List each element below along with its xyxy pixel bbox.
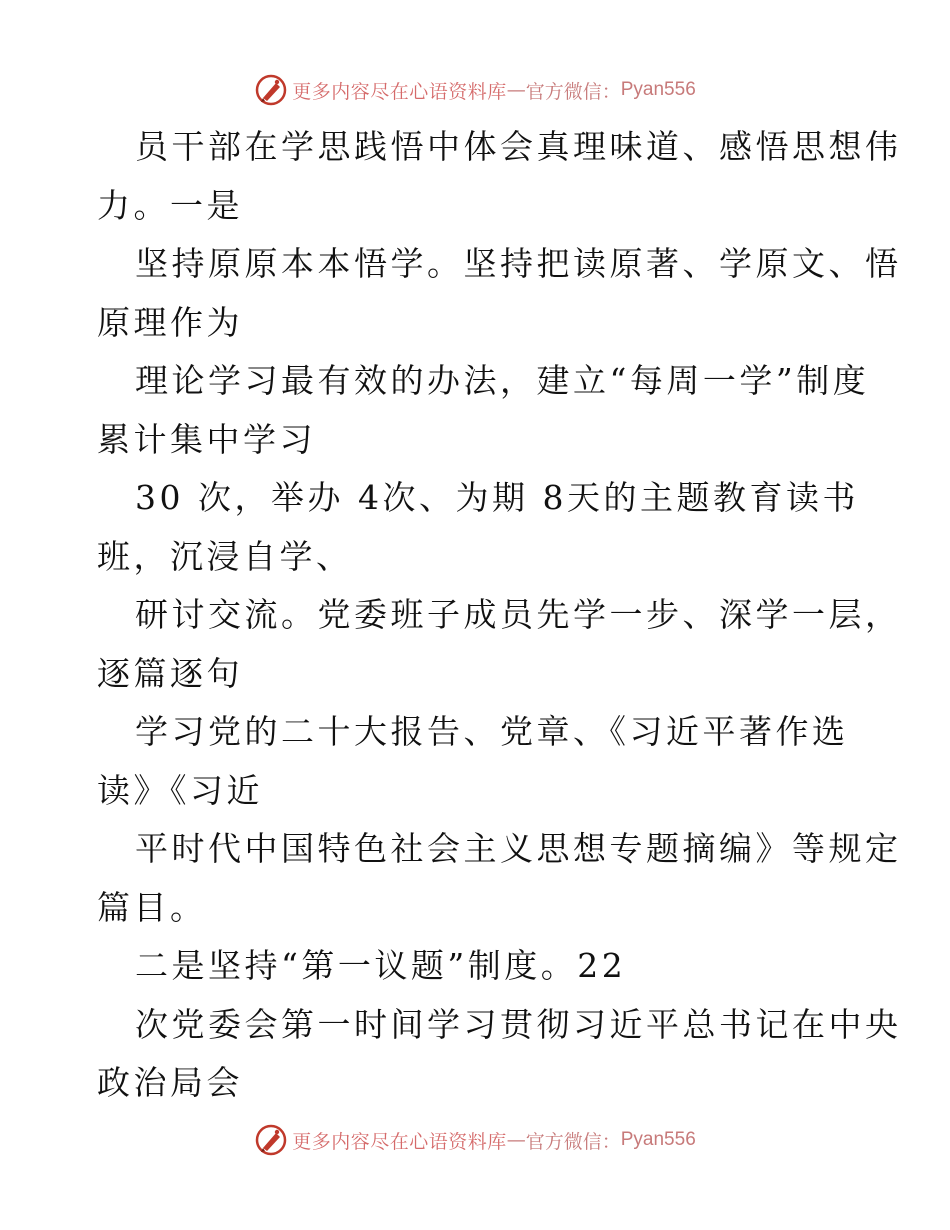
banner-separator: — <box>506 1129 526 1151</box>
pen-logo-icon <box>254 73 288 107</box>
document-body <box>97 118 902 1113</box>
body-line: 坚持原原本本悟学。坚持把读原著、学原文、悟 <box>135 244 902 283</box>
body-line: 原理作为 <box>97 302 243 342</box>
body-line: 学习党的二十大报告、党章、《习近平著作选 <box>135 712 849 751</box>
body-line: 读》《习近 <box>97 770 263 810</box>
header-banner <box>0 70 950 110</box>
banner-wechat-label: 官方微信： <box>525 80 621 103</box>
pen-logo-icon <box>254 1123 288 1157</box>
body-line: 政治局会 <box>97 1063 243 1102</box>
body-line: 理论学习最有效的办法，建立“每周一学”制度 <box>135 361 870 400</box>
body-line: 力。一是 <box>97 185 243 225</box>
body-line: 次党委会第一时间学习贯彻习近平总书记在中央 <box>135 1004 902 1044</box>
body-line: 研讨交流。党委班子成员先学一步、深学一层， <box>135 595 902 634</box>
body-line: 班，沉浸自学、 <box>97 536 353 576</box>
body-line: 30 次，举办 4次、为期 8天的主题教育读书 <box>135 478 859 517</box>
banner-title: 更多内容尽在心语资料库 <box>292 80 507 103</box>
banner-wechat-id: Pyan556 <box>620 79 696 100</box>
body-line: 逐篇逐句 <box>97 653 243 693</box>
banner-separator: — <box>506 79 526 101</box>
banner-wechat-id: Pyan556 <box>620 1129 696 1150</box>
body-line: 员干部在学思践悟中体会真理味道、感悟思想伟 <box>135 127 902 166</box>
banner-title: 更多内容尽在心语资料库 <box>292 1130 507 1153</box>
footer-banner <box>0 1120 950 1160</box>
body-line: 二是坚持“第一议题”制度。22 <box>135 946 627 985</box>
body-line: 篇目。 <box>97 887 207 927</box>
body-line: 累计集中学习 <box>97 419 316 459</box>
body-line: 平时代中国特色社会主义思想专题摘编》等规定 <box>135 829 902 868</box>
banner-wechat-label: 官方微信： <box>525 1130 621 1153</box>
